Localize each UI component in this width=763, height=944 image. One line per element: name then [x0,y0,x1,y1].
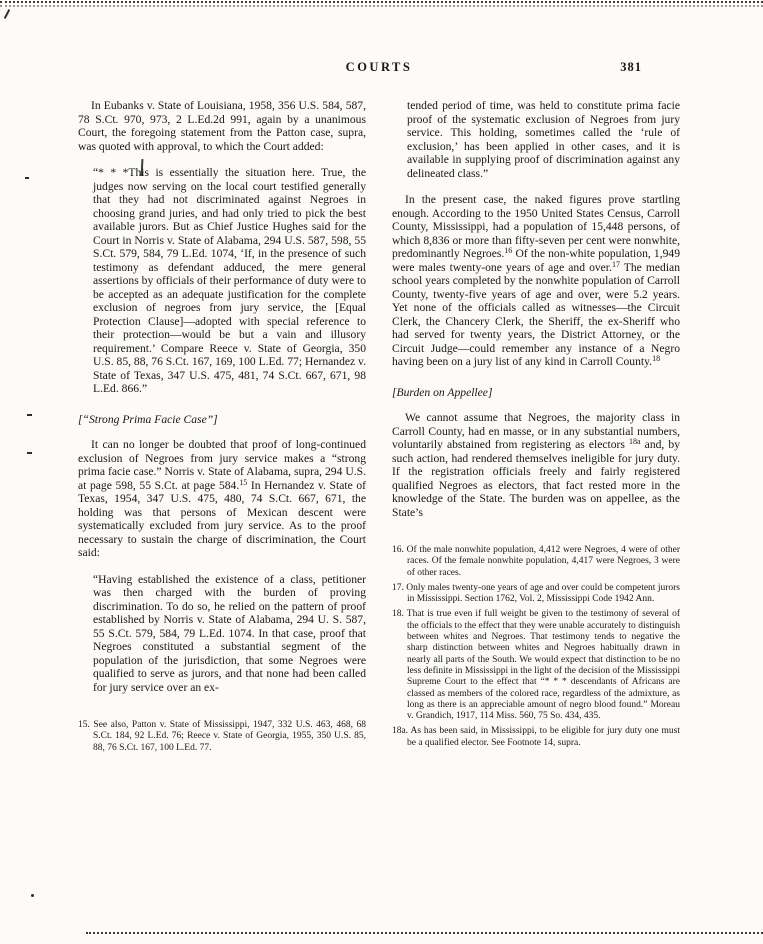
footnote-number: 17. [392,582,404,593]
footnote-ref-15: 15 [239,477,248,487]
footnote-number: 15. [78,720,90,730]
blockquote-hernandez: “Having established the existence of a class, petitioner was then charged with the burden of proving discrimination. To do so, he relied on the pattern of proof established by Norris v. State of Alabama, 294 U. S. 587, 55 S.Ct. 579, 584, 79 L.Ed. 1074. In that case, proof that Negroes constituted a substantial segment of the population of the jurisdiction, that some Negroes were qualified to serve as jurors, and that none had been called for jury service over an ex- [93,572,366,694]
footnote-number: 18. [392,609,404,620]
footnote-number: 18a. [392,726,409,737]
para-text: In Hernandez v. State of Texas, 1954, 347 U.S. 475, 480, 74 S.Ct. 667, 671, the holding was that persons of Mexican descent were systematically excluded from jury service. As to the proof necessary to sustain the charge of discrimination, the Court said: [78,478,366,559]
footnote-text: Only males twenty-one years of age and over could be competent jurors in Mississippi. Section 1762, Vol. 2, Mississippi Code 1942 Ann. [406,582,680,605]
scan-speck [31,894,34,897]
footnote-text: As has been said, in Mississippi, to be eligible for jury duty one must be a qualified elector. See Footnote 14, supra. [407,726,680,748]
footnote-18 [392,609,680,722]
footnote-16 [392,545,680,579]
right-column [392,99,680,758]
para-text: It can no longer be doubted that proof of long-continued exclusion of Negroes from jury service makes a “strong prima facie case.” Norris v. State of Alabama, supra, 294 U.S. at page 598, 55 S.Ct. at page 584. [78,438,366,492]
scan-speck [27,414,32,416]
footnote-text: Of the male nonwhite population, 4,412 were Negroes, 4 were of other races. Of the female nonwhite population, 4,417 were Negroes, 3 were of other races. [406,545,680,578]
footnote-text: See also, Patton v. State of Mississippi, 1947, 332 U.S. 463, 468, 68 S.Ct. 184, 92 L.Ed. 76; Reece v. State of Georgia, 1955, 350 U.S. 85, 88, 76 S.Ct. 167, 100 L.Ed. 77. [93,720,366,753]
page-header [78,60,680,76]
scan-dots-top-edge [0,1,763,3]
para-text: In the present case, the naked figures prove startling enough. According to the 1950 United States Census, Carroll County, Mississippi, had a population of 15,448 persons, of which 8,836 or more than fifty-seven per cent were nonwhite, predominantly Negroes. [392,193,680,260]
footnote-ref-16: 16 [504,246,513,255]
page-number: 381 [620,60,642,74]
running-head: COURTS [345,60,413,74]
heading-burden-on-appellee: [Burden on Appellee] [392,385,493,399]
left-column [78,99,366,758]
blockquote-court-added: “* * *This is essentially the situation here. True, the judges now serving on the local court testified generally that they had not discriminated against Negroes in choosing grand juries, and had only tried to pick the best available jurors. But as Chief Justice Hughes said for the Court in Norris v. State of Alabama, 294 U.S. 587, 598, 55 S.Ct. 579, 584, 79 L.Ed. 1074, ‘If, in the presence of such testimony as defendant adduced, the mere general assertions by officials of their performance of duty were to be accepted as an adequate justification for the complete exclusion of negroes from jury service, the [Equal Protection Clause]—adopted with special reference to their protection—would be but a vain and illusory requirement.’ Compare Reece v. State of Georgia, 350 U.S. 85, 88, 76 S.Ct. 167, 169, 100 L.Ed. 77; Hernandez v. State of Texas, 347 U.S. 475, 481, 74 S.Ct. 667, 671, 98 L.Ed. 866.” [93,166,366,395]
text-columns [78,99,680,758]
para-burden-appellee [392,411,680,519]
footnote-17 [392,583,680,606]
blockquote-continuation: tended period of time, was held to constitute prima facie proof of the systematic exclusion of Negroes from jury service. This holding, sometimes called the ‘rule of exclusion,’ has been applied in other cases, and it is available in supplying proof of discrimination against any delineated class.” [407,99,680,180]
heading-strong-prima-facie-case: [“Strong Prima Facie Case”] [78,412,218,426]
para-text: and, by such action, had rendered themselves ineligible for jury duty. If the registration officials freely and fairly registered qualified Negroes as electors, that fact rested more in the knowledge of the State. The burden was on appellee, as the State’s [392,438,681,519]
footnote-18a [392,726,680,749]
footnote-ref-17: 17 [611,259,620,269]
para-strong-prima-facie [78,438,366,560]
scan-dots-bottom-edge [86,932,763,934]
para-text: The median school years completed by the nonwhite population of Carroll County, twenty-five years of age and over, were 5.2 years. Yet none of the officials called as witnesses—the Circuit Clerk, the Chancery Clerk, the Sheriff, the ex-Sheriff who had served for twenty years, the District Attorney, or the Circuit Judge—could remember any instance of a Negro having been on a jury list of any kind in Carroll County. [392,260,680,368]
scan-dots-top-edge-2 [0,5,763,7]
footnote-15 [78,720,366,754]
scan-speck [25,177,29,179]
footnotes-right [392,545,680,749]
scan-speck [27,452,32,454]
para-census-figures [392,193,680,369]
footnote-text: That is true even if full weight be given to the testimony of several of the officials to the effect that they were unable accurately to distinguish between whites and Negroes. That testimony tends to negative the sharp distinction between whites and Negroes habitually drawn in nearly all parts of the South. We would expect that distinction to be no less definite in Mississippi in the light of the decision of the Mississippi Supreme Court to the effect that “* * * descendants of Africans are classed as members of the colored race, regardless of the admixture, as long as there is an appreciable amount of negro blood found.” Moreau v. Grandich, 1917, 114 Miss. 560, 75 So. 434, 435. [406,609,680,722]
para-eubanks: In Eubanks v. State of Louisiana, 1958, 356 U.S. 584, 587, 78 S.Ct. 970, 973, 2 L.Ed.2d 991, again by a unanimous Court, the foregoing statement from the Patton case, supra, was quoted with approval, to which the Court added: [78,99,366,153]
footnotes-left [78,720,366,754]
footnote-number: 16. [392,545,404,555]
para-text: Of the non-white population, 1,949 were males twenty-one years of age and over. [392,247,680,274]
scan-speck [4,9,10,19]
footnote-ref-18: 18 [652,354,661,363]
footnote-ref-18a: 18a [629,437,641,446]
para-text: We cannot assume that Negroes, the majority class in Carroll County, had en masse, or in any substantial numbers, voluntarily abstained from registering as electors [392,411,680,451]
